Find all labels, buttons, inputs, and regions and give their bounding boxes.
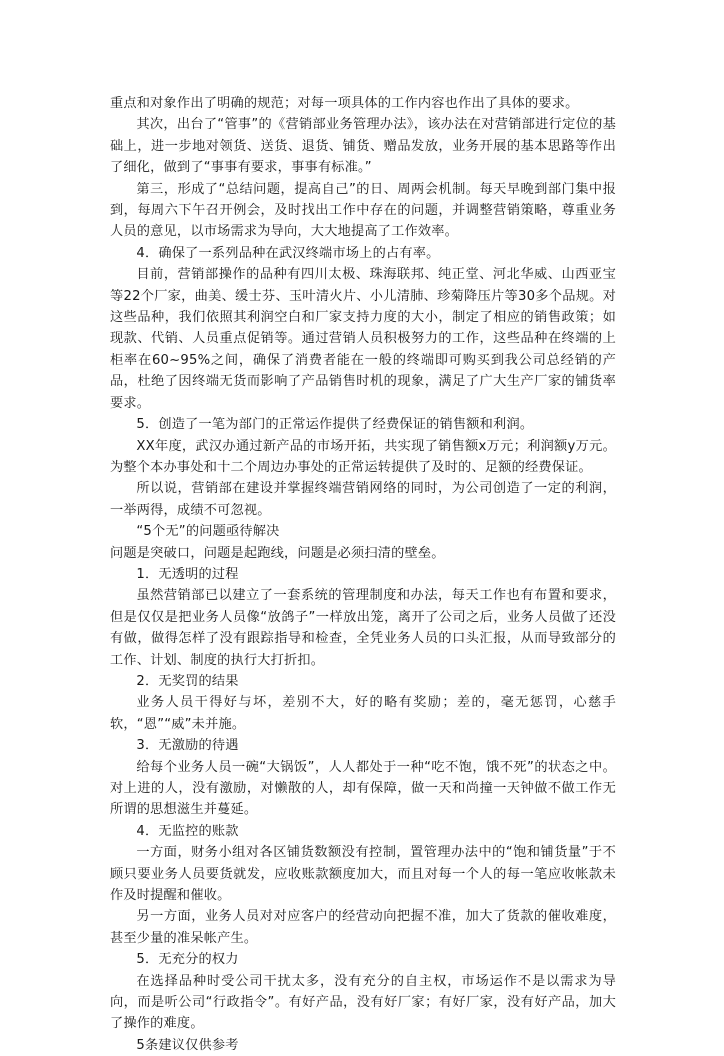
paragraph-continuation-intro: 重点和对象作出了明确的规范；对每一项具体的工作内容也作出了具体的要求。 [110, 96, 579, 111]
heading-item-5-profit: 5．创造了一笔为部门的正常运作提供了经费保证的销售额和利润。 [136, 417, 534, 433]
paragraph-accounts-other-side: 另一方面，业务人员对对应客户的经营动向把握不准，加大了货款的催收难度，甚至少量的准呆帐产生。 [110, 909, 616, 946]
paragraph-no-transparent-process: 虽然营销部已以建立了一套系统的管理制度和办法，每天工作也有布置和要求，但是仅仅是把业务人员像“放鸽子”一样放出笼，离开了公司之后，业务人员做了还没有做，做得怎样了没有跟踪指导和检查，全凭业务人员的口头汇报，从而导致部分的工作、计划、制度的执行大打折扣。 [110, 588, 616, 668]
paragraph-second-measure: 其次，出台了“管事”的《营销部业务管理办法》，该办法在对营销部进行定位的基础上，进一步地对领货、送货、退货、铺货、赠品发放，业务开展的基本思路等作出了细化，做到了“事事有要求，事事有标准。” [110, 117, 616, 176]
paragraph-accounts-one-side: 一方面，财务小组对各区铺货数额没有控制，置管理办法中的“饱和铺货量”于不顾只要业务人员要货就发，应收账款额度加大，而且对每一个人的每一笔应收帐款未作及时提醒和催收。 [110, 845, 616, 904]
section-title-five-nos: “5个无”的问题亟待解决 [136, 524, 280, 540]
paragraph-no-full-authority: 在选择品种时受公司干扰太多，没有充分的自主权，市场运作不是以需求为导向，而是听公司“行政指令”。有好产品，没有好厂家；有好厂家，没有好产品，加大了操作的难度。 [110, 973, 616, 1032]
section-title-five-suggestions: 5条建议仅供参考 [136, 1037, 239, 1053]
heading-no-transparent-process: 1．无透明的过程 [136, 566, 239, 582]
paragraph-products: 目前，营销部操作的品种有四川太极、珠海联邦、纯正堂、河北华威、山西亚宝等22个厂家，曲美、缓士芬、玉叶清火片、小儿清肺、珍菊降压片等30多个品规。对这些品种，我们依照其利润空白和厂家支持力度的大小，制定了相应的销售政策；如现款、代销、人员重点促销等。通过营销人员积极努力的工作，这些品种在终端的上柜率在60~95%之间，确保了消费者能在一般的终端即可购买到我公司总经销的产品，杜绝了因终端无货而影响了产品销售时机的现象，满足了广大生产厂家的铺货率要求。 [110, 267, 616, 411]
paragraph-no-reward-punishment: 业务人员干得好与坏，差别不大，好的略有奖励；差的，毫无惩罚，心慈手软，“恩”“威”未并施。 [110, 695, 616, 732]
document-body [110, 93, 616, 1056]
heading-no-full-authority: 5．无充分的权力 [136, 952, 239, 968]
heading-no-monitored-accounts: 4．无监控的账款 [136, 823, 239, 839]
paragraph-third-measure: 第三，形成了“总结问题，提高自己”的日、周两会机制。每天早晚到部门集中报到，每周六下午召开例会，及时找出工作中存在的问题，并调整营销策略，尊重业务人员的意见，以市场需求为导向，大大地提高了工作效率。 [110, 181, 616, 240]
paragraph-annual-results: XX年度，武汉办通过新产品的市场开拓，共实现了销售额x万元；利润额y万元。为整个本办事处和十二个周边办事处的正常运转提供了及时的、足额的经费保证。 [110, 438, 616, 475]
paragraph-conclusion: 所以说，营销部在建设并掌握终端营销网络的同时，为公司创造了一定的利润，一举两得，成绩不可忽视。 [110, 481, 616, 518]
heading-item-4-market-share: 4．确保了一系列品种在武汉终端市场上的占有率。 [136, 245, 440, 261]
heading-no-incentive: 3．无激励的待遇 [136, 738, 239, 754]
paragraph-no-incentive: 给每个业务人员一碗“大锅饭”，人人都处于一种“吃不饱，饿不死”的状态之中。对上进的人，没有激励，对懒散的人，却有保障，做一天和尚撞一天钟做不做工作无所谓的思想滋生并蔓延。 [110, 759, 616, 818]
paragraph-problem-intro: 问题是突破口，问题是起跑线，问题是必须扫清的壁垒。 [110, 545, 445, 561]
heading-no-reward-punishment: 2．无奖罚的结果 [136, 673, 239, 689]
